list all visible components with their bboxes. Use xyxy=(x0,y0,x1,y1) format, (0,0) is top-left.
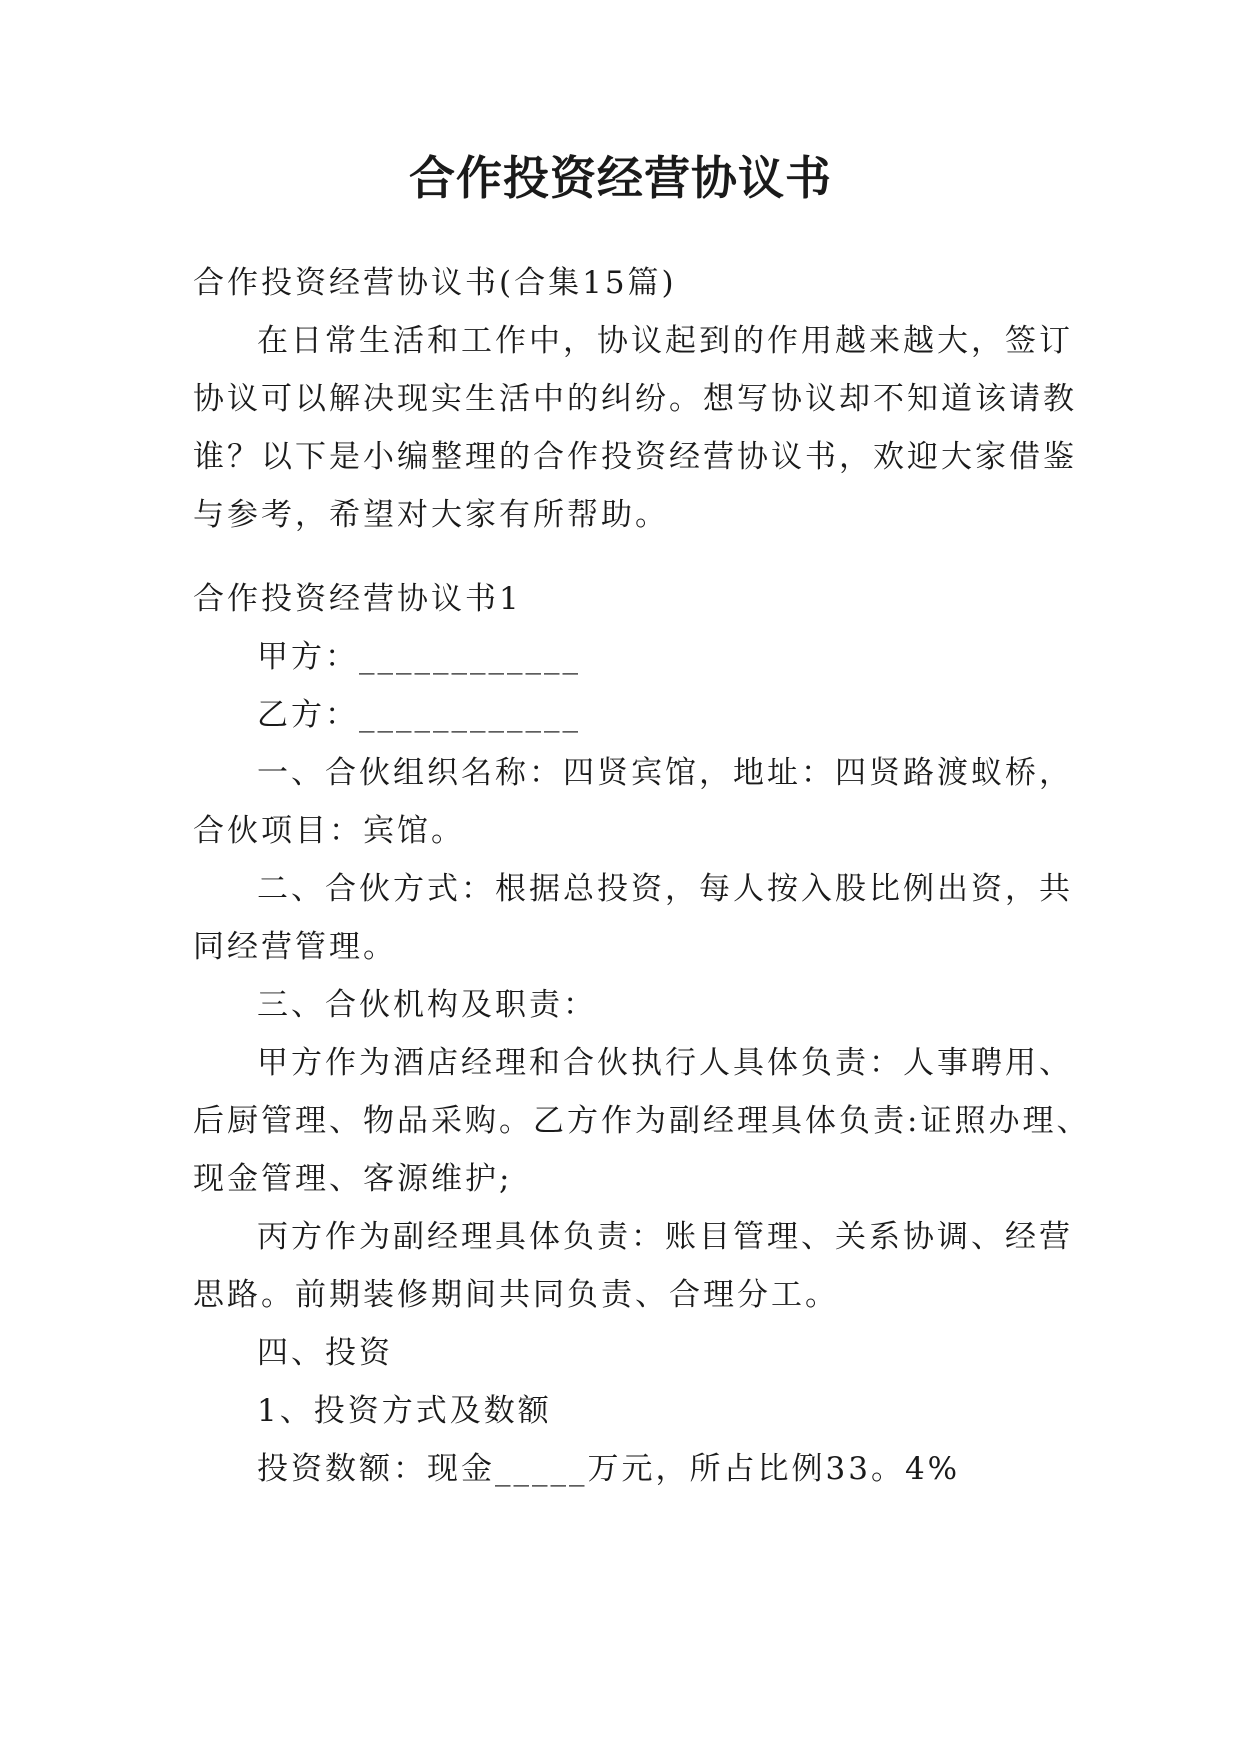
document-title: 合作投资经营协议书 xyxy=(409,151,832,205)
document-subtitle: 合作投资经营协议书(合集15篇) xyxy=(193,265,677,301)
clause-line: 投资数额：现金_____万元，所占比例33。4% xyxy=(257,1451,961,1487)
party-a-line: 甲方：____________ xyxy=(257,639,581,675)
clause-heading: 三、合伙机构及职责： xyxy=(257,987,597,1023)
clause-heading: 四、投资 xyxy=(257,1335,393,1371)
clause-line: 思路。前期装修期间共同负责、合理分工。 xyxy=(193,1277,839,1313)
clause-line: 甲方作为酒店经理和合伙执行人具体负责：人事聘用、 xyxy=(257,1045,1073,1081)
intro-line: 与参考，希望对大家有所帮助。 xyxy=(193,497,669,533)
clause-line: 二、合伙方式：根据总投资，每人按入股比例出资，共 xyxy=(257,871,1073,907)
clause-line: 合伙项目：宾馆。 xyxy=(193,813,465,849)
clause-subheading: 1、投资方式及数额 xyxy=(257,1393,552,1429)
intro-line: 协议可以解决现实生活中的纠纷。想写协议却不知道该请教 xyxy=(193,381,1077,417)
clause-line: 现金管理、客源维护; xyxy=(193,1161,513,1197)
party-b-line: 乙方：____________ xyxy=(257,697,581,733)
intro-line: 在日常生活和工作中，协议起到的作用越来越大，签订 xyxy=(257,323,1073,359)
section-heading: 合作投资经营协议书1 xyxy=(193,581,522,617)
agreement-block xyxy=(193,570,1091,1498)
intro-block xyxy=(193,254,1077,544)
clause-line: 后厨管理、物品采购。乙方作为副经理具体负责:证照办理、 xyxy=(193,1103,1091,1139)
intro-line: 谁？以下是小编整理的合作投资经营协议书，欢迎大家借鉴 xyxy=(193,439,1077,475)
clause-line: 同经营管理。 xyxy=(193,929,397,965)
clause-line: 丙方作为副经理具体负责：账目管理、关系协调、经营 xyxy=(257,1219,1073,1255)
clause-line: 一、合伙组织名称：四贤宾馆，地址：四贤路渡蚁桥， xyxy=(257,755,1073,791)
